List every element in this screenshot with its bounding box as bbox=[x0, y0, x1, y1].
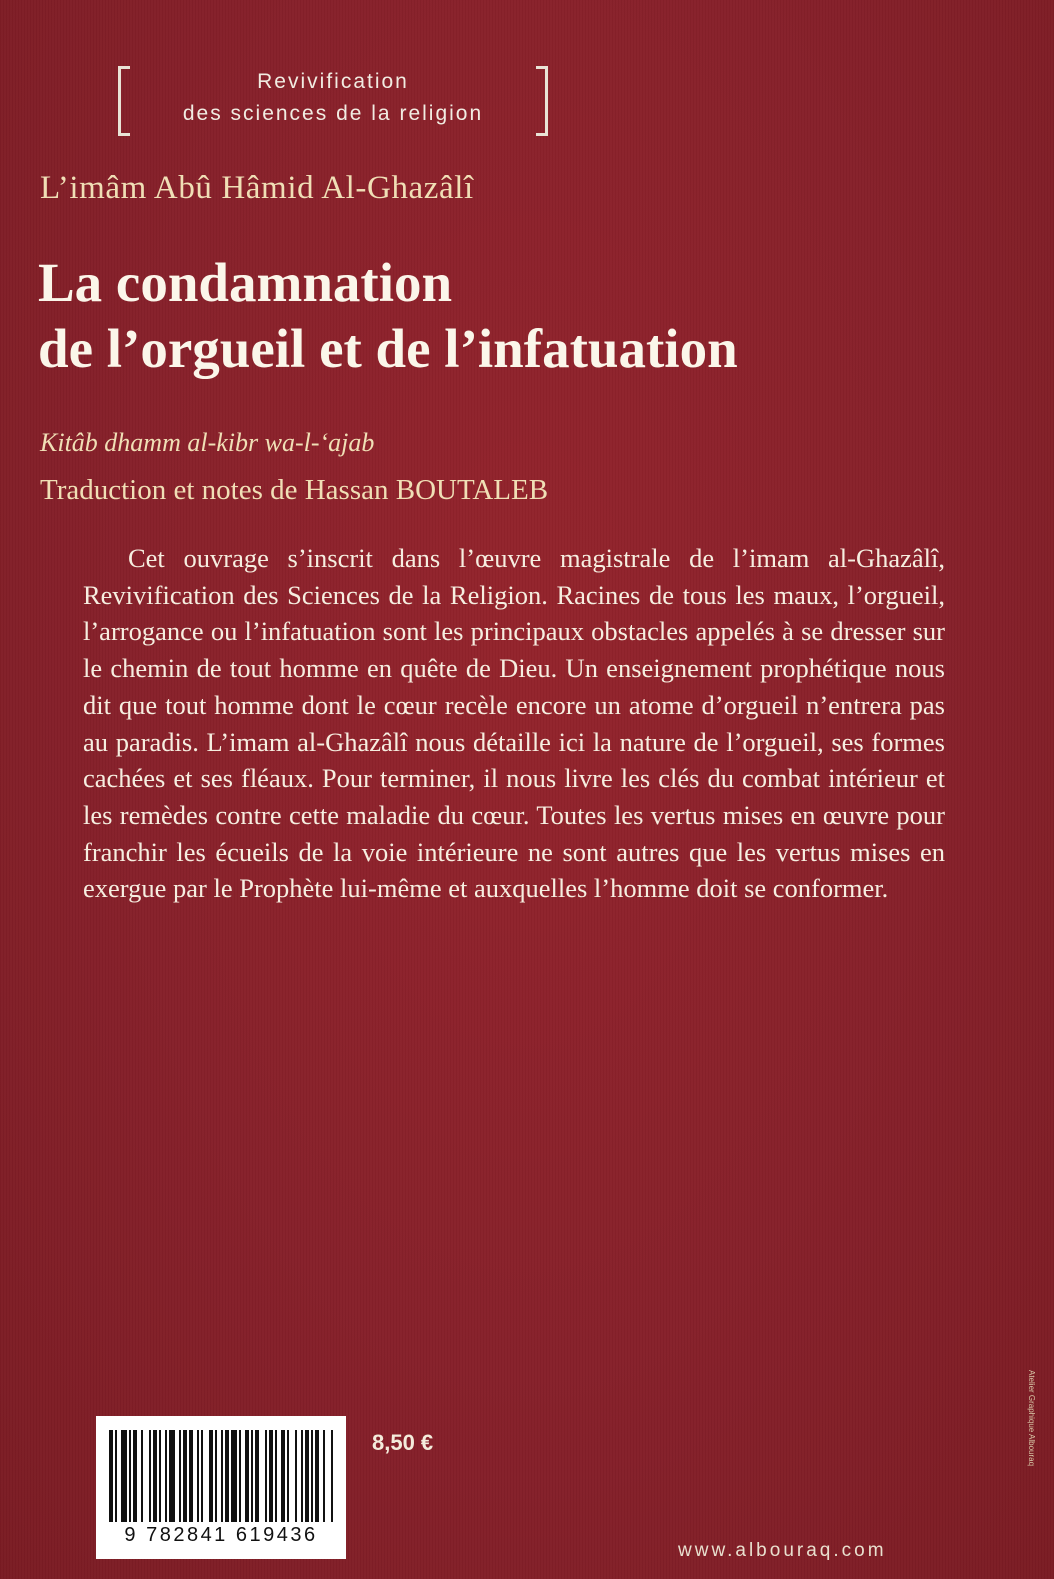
title-line-1: La condamnation bbox=[38, 252, 453, 313]
author-name: L’imâm Abû Hâmid Al-Ghazâlî bbox=[40, 170, 474, 206]
book-title bbox=[38, 250, 978, 382]
barcode bbox=[96, 1416, 346, 1559]
series-label bbox=[118, 60, 548, 138]
series-line-2: des sciences de la religion bbox=[182, 102, 484, 125]
translator-credit: Traduction et notes de Hassan BOUTALEB bbox=[40, 474, 549, 506]
book-description: Cet ouvrage s’inscrit dans l’œuvre magistrale de l’imam al-Ghazâlî, Revivification des Sciences de la Religion. Racines de tous les maux, l’orgueil, l’arrogance ou l’infatuation sont les principaux obstacles appelés à se dresser sur le chemin de tout homme en quête de Dieu. Un enseignement prophétique nous dit que tout homme dont le cœur recèle encore un atome d’orgueil n’entrera pas au paradis. L’imam al-Ghazâlî nous détaille ici la nature de l’orgueil, ses formes cachées et ses fléaux. Pour terminer, il nous livre les clés du combat intérieur et les remèdes contre cette maladie du cœur. Toutes les vertus mises en œuvre pour franchir les écueils de la voie intérieure ne sont autres que les vertus mises en exergue par le Prophète lui-même et auxquelles l’homme doit se conformer. bbox=[83, 543, 945, 904]
design-credit: Atelier Graphique Albouraq bbox=[1027, 1370, 1036, 1467]
isbn-number: 9 782841 619436 bbox=[124, 1524, 318, 1546]
barcode-bar bbox=[331, 1430, 333, 1522]
price-label: 8,50 € bbox=[372, 1430, 434, 1455]
barcode-bars bbox=[109, 1430, 333, 1522]
series-line-1: Revivification bbox=[257, 70, 409, 93]
publisher-website: www.albouraq.com bbox=[678, 1540, 887, 1561]
title-line-2: de l’orgueil et de l’infatuation bbox=[38, 318, 738, 379]
right-bracket bbox=[536, 66, 548, 136]
arabic-title-transliteration: Kitâb dhamm al-kibr wa-l-‘ajab bbox=[40, 428, 375, 457]
